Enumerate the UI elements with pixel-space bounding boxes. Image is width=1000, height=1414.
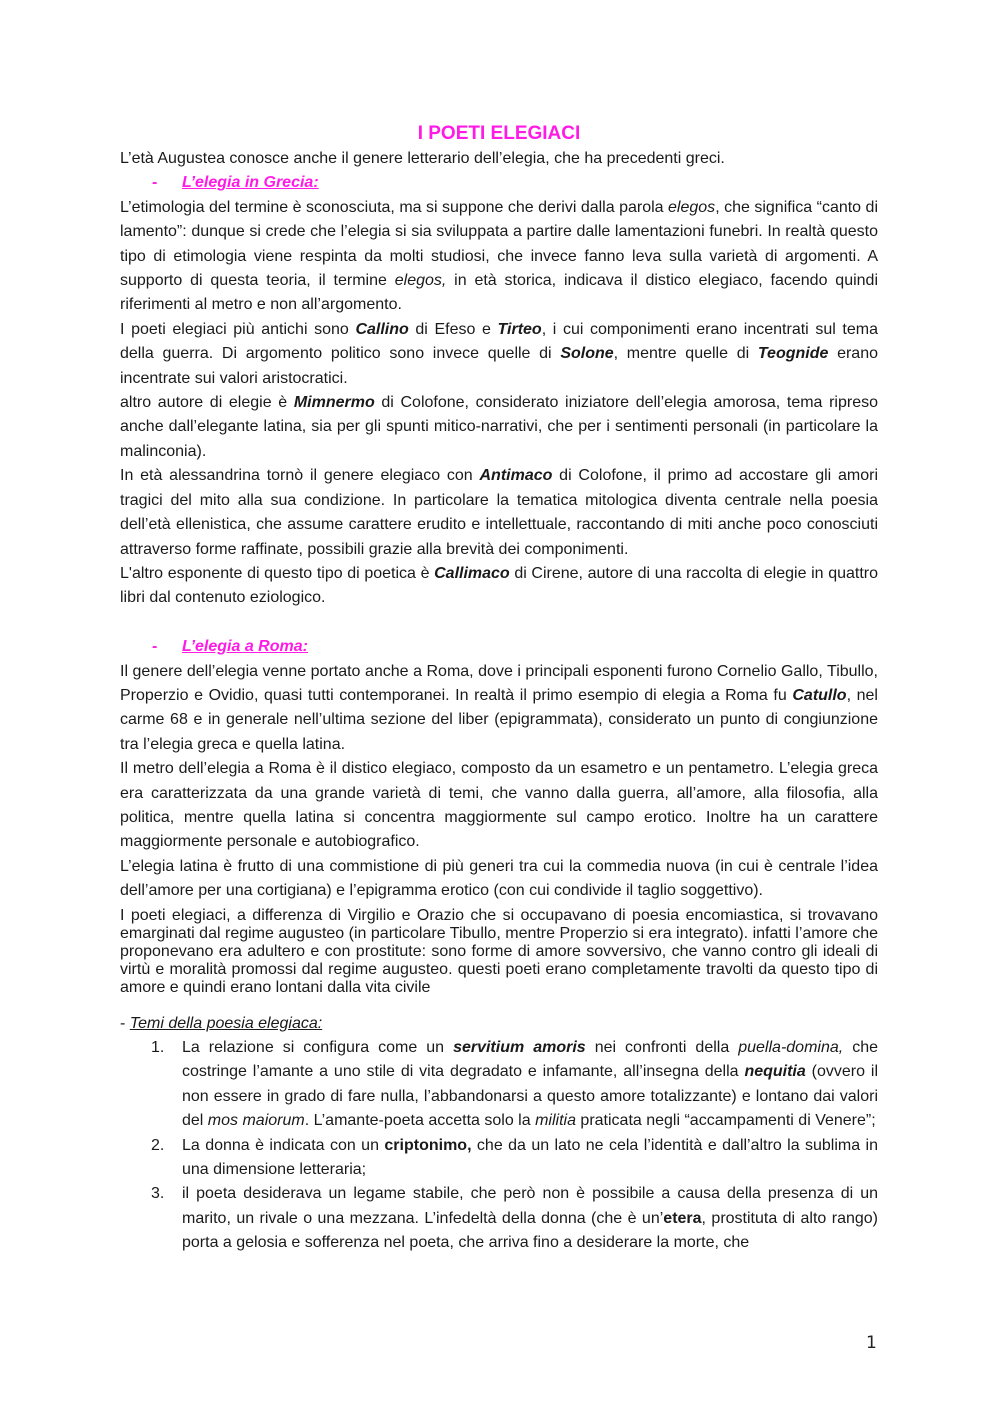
text-run: , i cui componimenti erano incentrati sul tema della guerra. Di argomento politico sono invece quelle di [120, 320, 878, 363]
section-heading-grecia [120, 171, 878, 195]
document-title: I POETI ELEGIACI [417, 123, 581, 144]
list-number: 3. [151, 1185, 165, 1203]
paragraph [120, 907, 878, 997]
emphasis-text: militia [535, 1112, 576, 1130]
text-run: erano incentrate sui valori aristocratici. [120, 345, 878, 387]
list-item [120, 1134, 878, 1183]
text-run: nei confronti della [585, 1038, 739, 1056]
list-item [120, 1036, 878, 1134]
heading-text: L’elegia in Grecia: [182, 174, 319, 192]
text-run: che costringe l’amante a uno stile di vita degradato e infamante, all’insegna della [182, 1038, 878, 1081]
text-run: . L’amante-poeta accetta solo la [304, 1112, 536, 1130]
emphasis-text: puella-domina, [738, 1038, 844, 1056]
emphasis-text: Antimaco [479, 467, 553, 485]
text-run: , che significa “canto di lamento”: dunque si crede che l’elegia si sia sviluppata a partire dalle lamentazioni funebri. In realtà questo tipo di etimologia viene respinta da molti studiosi, che invece fanno leva sulla varietà di argomenti. A supporto di questa teoria, il termine [120, 198, 878, 290]
list-item-text [182, 1134, 878, 1183]
spacer [120, 611, 878, 635]
heading-dash: - [152, 174, 158, 192]
text-run: Il metro dell’elegia a Roma è il distico elegiaco, composto da un esametro e un pentametro. L’elegia greca era caratterizzata da una grande varietà di temi, che vanno dalla guerra, all’amore, alla filosofia, alla politica, mentre quella latina si concentra maggiormente sul campo erotico. Inoltre ha un carattere maggiormente personale e autobiografico. [120, 760, 878, 851]
text-run: L'altro esponente di questo tipo di poetica è [120, 564, 435, 582]
list-item-text [182, 1182, 878, 1255]
paragraph [120, 391, 878, 464]
text-run: altro autore di elegie è [120, 394, 294, 412]
text-run: che da un lato ne cela l’identità e dall’altro la sublima in una dimensione letteraria; [182, 1136, 879, 1179]
emphasis-text: Tirteo [497, 320, 542, 338]
list-number: 2. [151, 1136, 165, 1154]
emphasis-text: nequitia [744, 1063, 806, 1081]
text-run: in età storica, indicava il distico elegiaco, facendo quindi riferimenti al metro e non all’argomento. [120, 272, 879, 314]
text-run: di Efeso e [408, 320, 498, 338]
text-run: (ovvero il non essere in grado di fare nulla, l’abbandonarsi a questo amore totalizzante) e lontano dai valori del [182, 1063, 878, 1130]
emphasis-text: Callimaco [434, 564, 510, 582]
text-run: I poeti elegiaci più antichi sono [120, 320, 356, 338]
heading-text: L’elegia a Roma: [182, 638, 308, 656]
text-run: Il genere dell’elegia venne portato anche a Roma, dove i principali esponenti furono Cornelio Gallo, Tibullo, Properzio e Ovidio, quasi tutti contemporanei. In realtà il primo esempio di elegia a Roma fu [120, 662, 878, 704]
paragraph [120, 562, 878, 611]
temi-heading [120, 1012, 878, 1036]
text-run: In età alessandrina tornò il genere elegiaco con [120, 467, 480, 485]
emphasis-text: servitium amoris [453, 1038, 586, 1056]
text-run: , prostituta di alto rango) porta a gelosia e sofferenza nel poeta, che arriva fino a desiderare la morte, che [182, 1209, 878, 1252]
intro-paragraph: L’età Augustea conosce anche il genere letterario dell’elegia, che ha precedenti greci. [120, 150, 725, 167]
paragraph [120, 464, 878, 562]
document-body [120, 147, 878, 1256]
emphasis-text: Teognide [757, 345, 829, 363]
emphasis-text: criptonimo, [384, 1136, 472, 1154]
emphasis-text: Solone [560, 345, 614, 363]
emphasis-text: etera [663, 1209, 702, 1227]
paragraph [120, 196, 878, 318]
list-item-text [182, 1036, 878, 1134]
text-run: La donna è indicata con un [182, 1136, 385, 1154]
text-run: L’etimologia del termine è sconosciuta, ma si suppone che derivi dalla parola [120, 198, 669, 216]
heading-dash: - [152, 638, 158, 656]
paragraph [120, 660, 878, 758]
page-number: 1 [866, 1333, 877, 1353]
paragraph [120, 855, 878, 904]
text-run: , mentre quelle di [613, 345, 758, 363]
temi-prefix: - [120, 1014, 130, 1032]
text-run: I poeti elegiaci, a differenza di Virgilio e Orazio che si occupavano di poesia encomiastica, si trovavano emarginati dal regime augusteo (in particolare Tibullo, mentre Properzio si era integrato). infatti l’amore che proponevano era adultero e con prostitute: sono forme di amore sovversivo, che vanno contro gli ideali di virtù e moralità promossi dal regime augusteo. questi poeti erano completamente travolti da questo tipo di amore e quindi erano lontani dalla vita civile [120, 906, 878, 996]
emphasis-text: elegos [668, 198, 716, 216]
emphasis-text: Callino [355, 320, 409, 338]
section-heading-roma [120, 635, 878, 659]
text-run: di Cirene, autore di una raccolta di elegie in quattro libri dal contenuto eziologico. [120, 564, 879, 607]
list-item [120, 1182, 878, 1255]
text-run: praticata negli “accampamenti di Venere”; [575, 1112, 876, 1130]
text-run: L’elegia latina è frutto di una commistione di più generi tra cui la commedia nuova (in cui è centrale l’idea dell’amore per una cortigiana) e l’epigramma erotico (con cui condivide il taglio soggettivo). [120, 857, 878, 900]
temi-heading-text: Temi della poesia elegiaca: [129, 1014, 323, 1032]
paragraph [120, 757, 878, 855]
emphasis-text: elegos, [394, 272, 447, 290]
text-run: di Colofone, il primo ad accostare gli amori tragici del mito alla sua condizione. In particolare la tematica mitologica diventa centrale nella poesia dell’età ellenistica, che assume carattere erudito e intellettuale, raccontando di miti anche poco conosciuti attraverso forme raffinate, possibili grazie alla brevità dei componimenti. [120, 467, 878, 558]
emphasis-text: Mimnermo [293, 394, 375, 412]
text-run: La relazione si configura come un [182, 1038, 454, 1056]
text-run: di Colofone, considerato iniziatore dell’elegia amorosa, tema ripreso anche dall’elegante latina, sia per gli spunti mitico-narrativi, che per i sentimenti personali (in particolare la malinconia). [120, 394, 879, 460]
emphasis-text: Catullo [792, 686, 847, 704]
list-number: 1. [151, 1038, 165, 1056]
text-run: il poeta desiderava un legame stabile, che però non è possibile a causa della presenza di un marito, un rivale o una mezzana. L’infedeltà della donna (che è un’ [182, 1185, 878, 1227]
paragraph [120, 318, 878, 391]
emphasis-text: mos maiorum [207, 1112, 305, 1130]
text-run: , nel carme 68 e in generale nell’ultima sezione del liber (epigrammata), considerato un punto di congiunzione tra l’elegia greca e quella latina. [120, 686, 878, 753]
temi-list [120, 1036, 878, 1256]
